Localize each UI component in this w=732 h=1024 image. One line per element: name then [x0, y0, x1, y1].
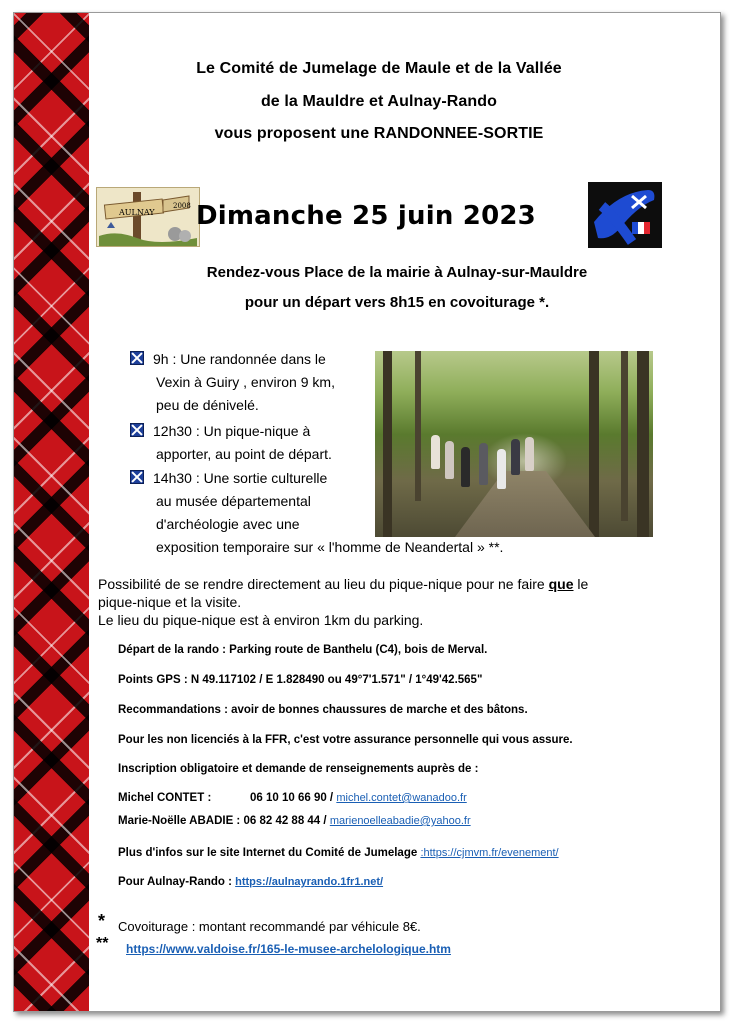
- info-assurance: Pour les non licenciés à la FFR, c'est votre assurance personnelle qui vous assure.: [118, 734, 573, 746]
- signpost-icon: [97, 188, 199, 246]
- title-line-2: de la Mauldre et Aulnay-Rando: [260, 93, 498, 110]
- footnote-covoiturage: Covoiturage : montant recommandé par véhicule 8€.: [118, 919, 421, 934]
- contact-row: [118, 792, 467, 804]
- contact-email-link[interactable]: marienoelleabadie@yahoo.fr: [329, 815, 471, 827]
- cjm-link[interactable]: :https://cjmvm.fr/evenement/: [420, 847, 559, 859]
- flyer-page: [13, 12, 721, 1012]
- program-item-3: 14h30 : Une sortie culturelle au musée départemental d'archéologie avec une exposition temporaire sur « l'homme de Neandertal » **.: [130, 467, 503, 559]
- event-date: Dimanche 25 juin 2023: [196, 201, 536, 231]
- possibility-paragraph: Possibilité de se rendre directement au lieu du pique-nique pour ne faire que le pique-nique et la visite. Le lieu du pique-nique est à environ 1km du parking.: [98, 576, 589, 628]
- scotland-flag-bullet-icon: [130, 351, 144, 365]
- jumelage-icon: [588, 182, 662, 248]
- footnote-star-2: **: [96, 935, 109, 952]
- museum-link[interactable]: https://www.valdoise.fr/165-le-musee-archelologique.htm: [126, 942, 451, 956]
- logo-text-year: 2008: [173, 202, 191, 210]
- contact-name: Michel CONTET :: [118, 792, 212, 804]
- program-item-2: 12h30 : Un pique-nique à apporter, au point de départ.: [130, 420, 332, 466]
- contact-row: [118, 815, 471, 827]
- logo-text-aulnay: AULNAY: [119, 208, 155, 217]
- aulnay-link-row: [118, 876, 383, 888]
- info-inscription: Inscription obligatoire et demande de renseignements auprès de :: [118, 763, 479, 775]
- signpost-logo: [96, 187, 200, 247]
- scotland-flag-bullet-icon: [130, 423, 144, 437]
- footnote-star-1: *: [98, 911, 106, 931]
- aulnay-label: Pour Aulnay-Rando :: [118, 876, 232, 888]
- title-line-3: vous proposent une RANDONNEE-SORTIE: [214, 125, 544, 142]
- program-item-1: 9h : Une randonnée dans le Vexin à Guiry , environ 9 km, peu de dénivelé.: [130, 348, 335, 417]
- emphasis-que: que: [548, 576, 574, 592]
- rendezvous-line-2: pour un départ vers 8h15 en covoiturage *.: [244, 294, 550, 311]
- info-gps: Points GPS : N 49.117102 / E 1.828490 ou 49°7'1.571" / 1°49'42.565": [118, 674, 483, 686]
- tartan-border: [14, 13, 89, 1011]
- info-depart: Départ de la rando : Parking route de Banthelu (C4), bois de Merval.: [118, 644, 488, 656]
- contact-phone: 06 10 10 66 90 /: [250, 792, 334, 804]
- scotland-flag-bullet-icon: [130, 470, 144, 484]
- cjm-label: Plus d'infos sur le site Internet du Comité de Jumelage: [118, 847, 418, 859]
- cjm-link-row: [118, 847, 559, 859]
- title-line-1: Le Comité de Jumelage de Maule et de la Vallée: [196, 60, 562, 77]
- contact-phone: 06 82 42 88 44 /: [243, 815, 327, 827]
- rendezvous-line-1: Rendez-vous Place de la mairie à Aulnay-sur-Mauldre: [206, 264, 588, 281]
- contact-email-link[interactable]: michel.contet@wanadoo.fr: [336, 792, 467, 804]
- contact-name: Marie-Noëlle ABADIE :: [118, 815, 241, 827]
- hikers-forest-photo: [375, 351, 653, 537]
- aulnay-link[interactable]: https://aulnayrando.1fr1.net/: [235, 876, 384, 888]
- scotland-france-logo: [588, 182, 662, 248]
- info-recommandations: Recommandations : avoir de bonnes chaussures de marche et des bâtons.: [118, 704, 528, 716]
